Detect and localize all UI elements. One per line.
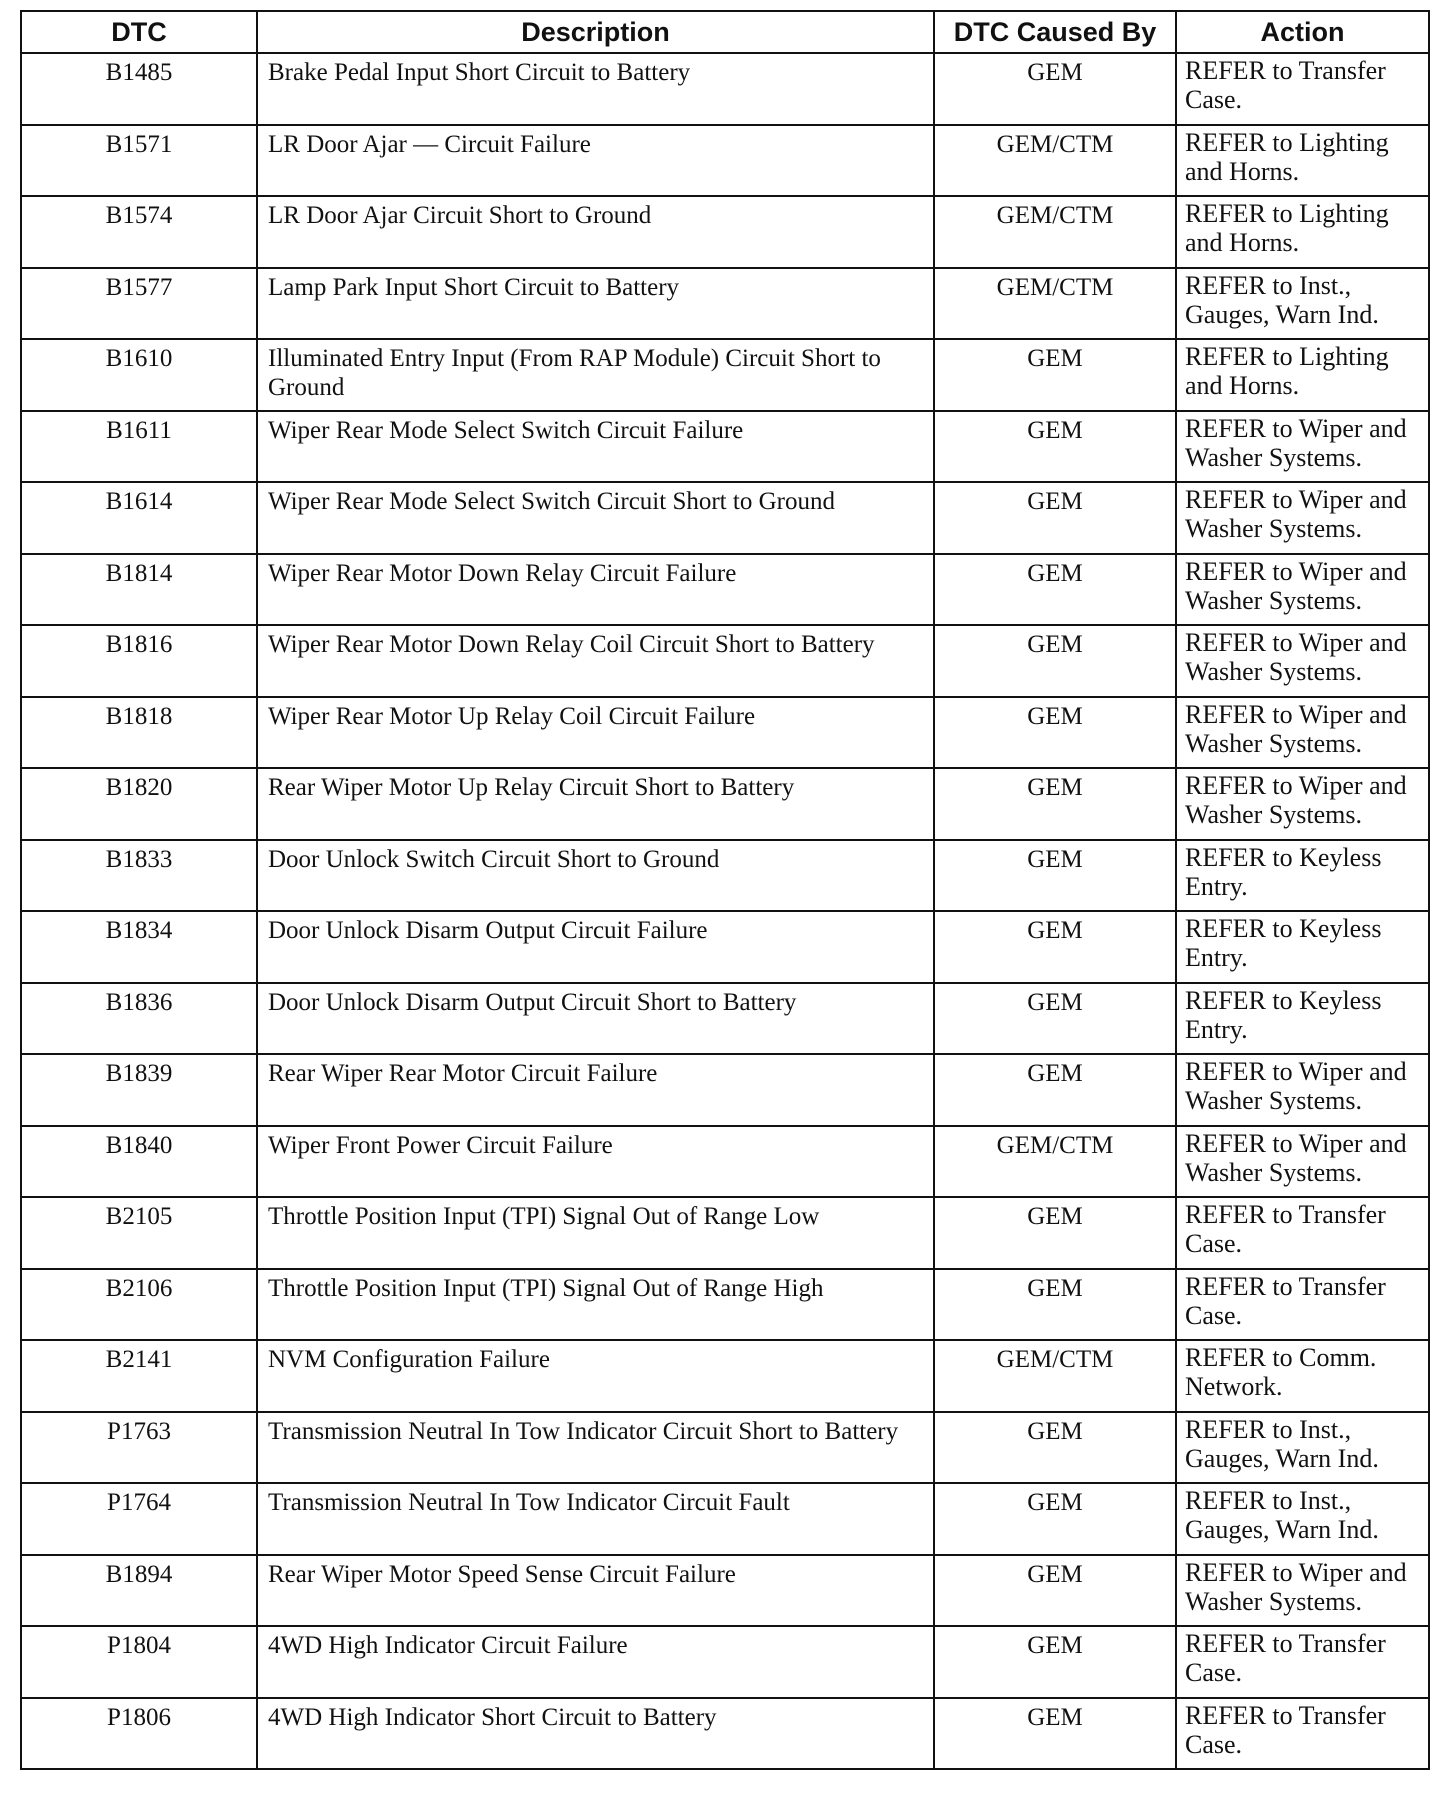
cell-action: REFER to Transfer Case. xyxy=(1176,53,1429,125)
cell-description: LR Door Ajar Circuit Short to Ground xyxy=(257,196,934,268)
cell-caused-by: GEM xyxy=(934,697,1176,769)
cell-action: REFER to Lighting and Horns. xyxy=(1176,339,1429,411)
cell-action: REFER to Wiper and Washer Systems. xyxy=(1176,411,1429,483)
cell-caused-by: GEM xyxy=(934,625,1176,697)
cell-dtc: B1614 xyxy=(21,482,257,554)
cell-caused-by: GEM xyxy=(934,411,1176,483)
cell-action: REFER to Transfer Case. xyxy=(1176,1197,1429,1269)
table-row xyxy=(21,125,1429,197)
cell-dtc: B1833 xyxy=(21,840,257,912)
cell-dtc: B1611 xyxy=(21,411,257,483)
cell-caused-by: GEM xyxy=(934,1698,1176,1770)
table-row xyxy=(21,1698,1429,1770)
table-row xyxy=(21,1412,1429,1484)
cell-dtc: B1814 xyxy=(21,554,257,626)
table-row xyxy=(21,911,1429,983)
cell-caused-by: GEM xyxy=(934,983,1176,1055)
cell-dtc: B1574 xyxy=(21,196,257,268)
cell-caused-by: GEM xyxy=(934,1626,1176,1698)
cell-description: 4WD High Indicator Short Circuit to Battery xyxy=(257,1698,934,1770)
cell-dtc: B1577 xyxy=(21,268,257,340)
cell-dtc: P1764 xyxy=(21,1483,257,1555)
cell-dtc: P1763 xyxy=(21,1412,257,1484)
cell-action: REFER to Keyless Entry. xyxy=(1176,840,1429,912)
table-row xyxy=(21,625,1429,697)
table-row xyxy=(21,1340,1429,1412)
table-row xyxy=(21,554,1429,626)
cell-description: NVM Configuration Failure xyxy=(257,1340,934,1412)
cell-action: REFER to Wiper and Washer Systems. xyxy=(1176,625,1429,697)
cell-action: REFER to Lighting and Horns. xyxy=(1176,196,1429,268)
cell-caused-by: GEM/CTM xyxy=(934,125,1176,197)
cell-dtc: B1834 xyxy=(21,911,257,983)
cell-dtc: B2141 xyxy=(21,1340,257,1412)
cell-dtc: B1610 xyxy=(21,339,257,411)
cell-description: Wiper Rear Mode Select Switch Circuit Failure xyxy=(257,411,934,483)
cell-dtc: B1571 xyxy=(21,125,257,197)
cell-description: Transmission Neutral In Tow Indicator Circuit Fault xyxy=(257,1483,934,1555)
cell-description: Wiper Rear Mode Select Switch Circuit Short to Ground xyxy=(257,482,934,554)
cell-caused-by: GEM xyxy=(934,482,1176,554)
table-row xyxy=(21,1269,1429,1341)
cell-description: Door Unlock Disarm Output Circuit Failure xyxy=(257,911,934,983)
cell-description: Rear Wiper Motor Speed Sense Circuit Failure xyxy=(257,1555,934,1627)
cell-caused-by: GEM xyxy=(934,1483,1176,1555)
table-row xyxy=(21,268,1429,340)
cell-description: 4WD High Indicator Circuit Failure xyxy=(257,1626,934,1698)
table-row xyxy=(21,196,1429,268)
table-row xyxy=(21,1626,1429,1698)
header-action: Action xyxy=(1176,11,1429,53)
cell-description: Illuminated Entry Input (From RAP Module) Circuit Short to Ground xyxy=(257,339,934,411)
cell-action: REFER to Inst., Gauges, Warn Ind. xyxy=(1176,1412,1429,1484)
table-row xyxy=(21,983,1429,1055)
cell-description: Wiper Rear Motor Up Relay Coil Circuit Failure xyxy=(257,697,934,769)
table-body xyxy=(21,53,1429,1769)
cell-action: REFER to Wiper and Washer Systems. xyxy=(1176,1126,1429,1198)
cell-description: Brake Pedal Input Short Circuit to Battery xyxy=(257,53,934,125)
cell-action: REFER to Wiper and Washer Systems. xyxy=(1176,482,1429,554)
table-row xyxy=(21,1197,1429,1269)
cell-dtc: B1840 xyxy=(21,1126,257,1198)
cell-description: Door Unlock Switch Circuit Short to Ground xyxy=(257,840,934,912)
table-row xyxy=(21,53,1429,125)
cell-caused-by: GEM xyxy=(934,53,1176,125)
header-row xyxy=(21,11,1429,53)
cell-action: REFER to Transfer Case. xyxy=(1176,1626,1429,1698)
dtc-table xyxy=(20,10,1430,1770)
cell-description: Rear Wiper Motor Up Relay Circuit Short to Battery xyxy=(257,768,934,840)
cell-description: Wiper Rear Motor Down Relay Coil Circuit Short to Battery xyxy=(257,625,934,697)
cell-description: Door Unlock Disarm Output Circuit Short to Battery xyxy=(257,983,934,1055)
cell-action: REFER to Wiper and Washer Systems. xyxy=(1176,768,1429,840)
cell-action: REFER to Transfer Case. xyxy=(1176,1698,1429,1770)
cell-caused-by: GEM/CTM xyxy=(934,268,1176,340)
cell-action: REFER to Wiper and Washer Systems. xyxy=(1176,1054,1429,1126)
cell-action: REFER to Inst., Gauges, Warn Ind. xyxy=(1176,268,1429,340)
table-row xyxy=(21,840,1429,912)
cell-action: REFER to Wiper and Washer Systems. xyxy=(1176,1555,1429,1627)
cell-dtc: B1485 xyxy=(21,53,257,125)
table-header xyxy=(21,11,1429,53)
cell-caused-by: GEM xyxy=(934,840,1176,912)
cell-caused-by: GEM/CTM xyxy=(934,1340,1176,1412)
cell-caused-by: GEM/CTM xyxy=(934,1126,1176,1198)
cell-dtc: B1820 xyxy=(21,768,257,840)
cell-description: Lamp Park Input Short Circuit to Battery xyxy=(257,268,934,340)
cell-action: REFER to Wiper and Washer Systems. xyxy=(1176,697,1429,769)
cell-dtc: B2106 xyxy=(21,1269,257,1341)
cell-caused-by: GEM xyxy=(934,1197,1176,1269)
table-row xyxy=(21,1054,1429,1126)
cell-description: Wiper Front Power Circuit Failure xyxy=(257,1126,934,1198)
cell-dtc: P1806 xyxy=(21,1698,257,1770)
header-description: Description xyxy=(257,11,934,53)
cell-description: Transmission Neutral In Tow Indicator Circuit Short to Battery xyxy=(257,1412,934,1484)
cell-action: REFER to Inst., Gauges, Warn Ind. xyxy=(1176,1483,1429,1555)
cell-description: LR Door Ajar — Circuit Failure xyxy=(257,125,934,197)
table-row xyxy=(21,1483,1429,1555)
cell-description: Throttle Position Input (TPI) Signal Out of Range Low xyxy=(257,1197,934,1269)
cell-dtc: B1816 xyxy=(21,625,257,697)
cell-caused-by: GEM xyxy=(934,554,1176,626)
header-dtc: DTC xyxy=(21,11,257,53)
table-row xyxy=(21,1126,1429,1198)
cell-dtc: B1818 xyxy=(21,697,257,769)
cell-caused-by: GEM xyxy=(934,1054,1176,1126)
cell-action: REFER to Comm. Network. xyxy=(1176,1340,1429,1412)
cell-action: REFER to Keyless Entry. xyxy=(1176,983,1429,1055)
header-caused-by: DTC Caused By xyxy=(934,11,1176,53)
cell-dtc: B2105 xyxy=(21,1197,257,1269)
cell-dtc: P1804 xyxy=(21,1626,257,1698)
cell-caused-by: GEM xyxy=(934,1412,1176,1484)
cell-dtc: B1839 xyxy=(21,1054,257,1126)
cell-caused-by: GEM xyxy=(934,1269,1176,1341)
table-row xyxy=(21,339,1429,411)
cell-action: REFER to Transfer Case. xyxy=(1176,1269,1429,1341)
cell-description: Rear Wiper Rear Motor Circuit Failure xyxy=(257,1054,934,1126)
cell-action: REFER to Wiper and Washer Systems. xyxy=(1176,554,1429,626)
cell-dtc: B1836 xyxy=(21,983,257,1055)
table-row xyxy=(21,411,1429,483)
cell-action: REFER to Keyless Entry. xyxy=(1176,911,1429,983)
cell-caused-by: GEM/CTM xyxy=(934,196,1176,268)
cell-action: REFER to Lighting and Horns. xyxy=(1176,125,1429,197)
cell-caused-by: GEM xyxy=(934,768,1176,840)
cell-description: Throttle Position Input (TPI) Signal Out of Range High xyxy=(257,1269,934,1341)
table-row xyxy=(21,482,1429,554)
cell-description: Wiper Rear Motor Down Relay Circuit Failure xyxy=(257,554,934,626)
table-row xyxy=(21,768,1429,840)
cell-dtc: B1894 xyxy=(21,1555,257,1627)
table-row xyxy=(21,697,1429,769)
cell-caused-by: GEM xyxy=(934,339,1176,411)
cell-caused-by: GEM xyxy=(934,911,1176,983)
cell-caused-by: GEM xyxy=(934,1555,1176,1627)
table-row xyxy=(21,1555,1429,1627)
